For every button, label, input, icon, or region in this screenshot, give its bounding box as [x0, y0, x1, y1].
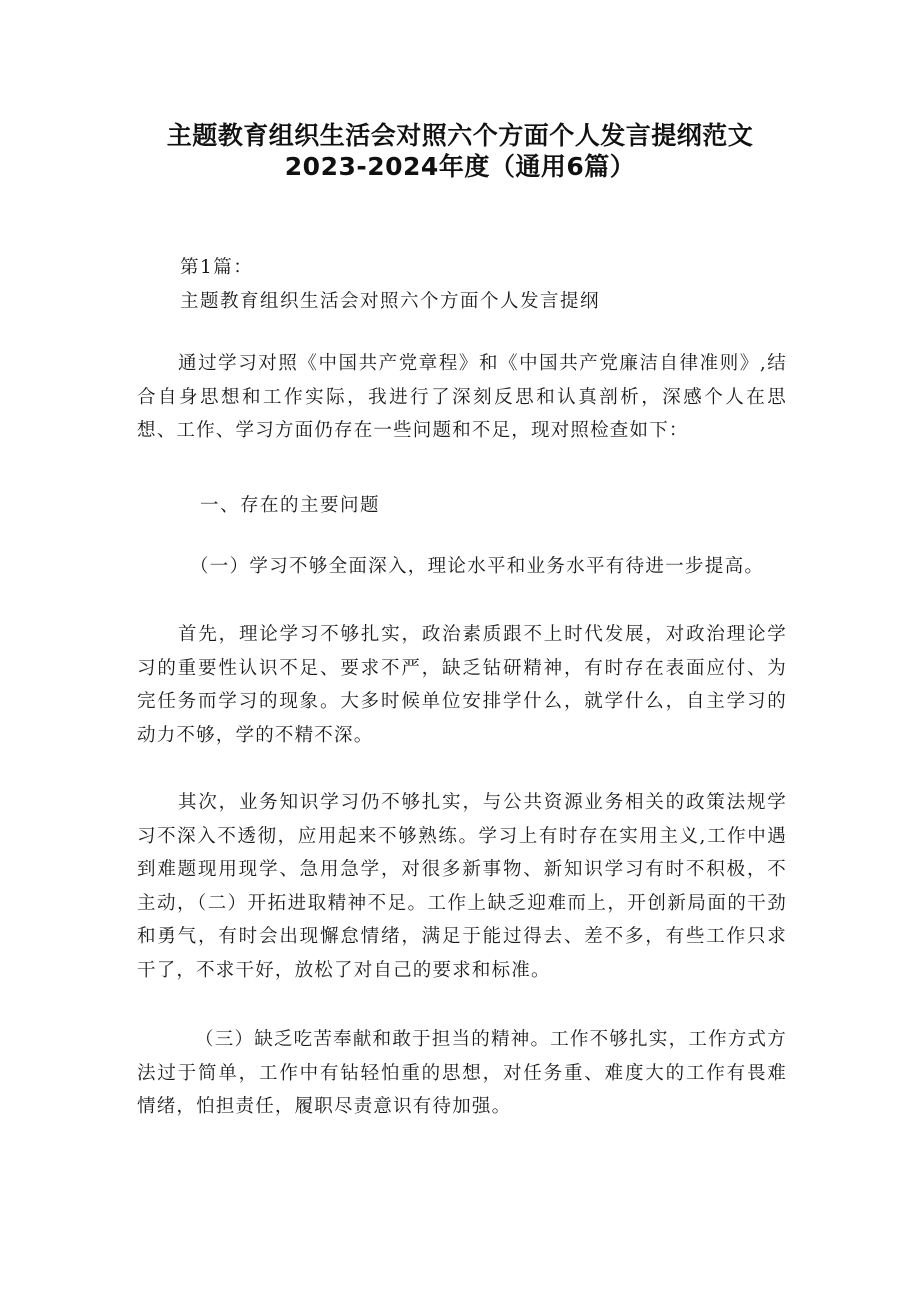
chapter-title: 主题教育组织生活会对照六个方面个人发言提纲: [180, 291, 601, 312]
subsection-heading: （一）学习不够全面深入，理论水平和业务水平有待进一步提高。: [190, 556, 765, 577]
paragraph-first: 首先，理论学习不够扎实，政治素质跟不上时代发展，对政治理论学习的重要性认识不足、要求不严，缺乏钻研精神，有时存在表面应付、为完任务而学习的现象。大多时候单位安排学什么，就学什么，自主学习的动力不够，学的不精不深。: [137, 624, 787, 746]
paragraph-third: （三）缺乏吃苦奉献和敢于担当的精神。工作不够扎实，工作方式方法过于简单，工作中有钻轻怕重的思想，对任务重、难度大的工作有畏难情绪，怕担责任，履职尽责意识有待加强。: [137, 1029, 787, 1117]
intro-paragraph: 通过学习对照《中国共产党章程》和《中国共产党廉洁自律准则》,结合自身思想和工作实际，我进行了深刻反思和认真剖析，深感个人在思想、工作、学习方面仍存在一些问题和不足，现对照检查如下：: [137, 353, 787, 441]
document-title-line2: 2023-2024年度（通用6篇）: [284, 152, 636, 181]
section-heading: 一、存在的主要问题: [200, 495, 381, 516]
chapter-label: 第1篇：: [180, 257, 254, 278]
paragraph-second: 其次，业务知识学习仍不够扎实，与公共资源业务相关的政策法规学习不深入不透彻，应用起来不够熟练。学习上有时存在实用主义,工作中遇到难题现用现学、急用急学，对很多新事物、新知识学习有时不积极，不主动，（二）开拓进取精神不足。工作上缺乏迎难而上，开创新局面的干劲和勇气，有时会出现懈怠情绪，满足于能过得去、差不多，有些工作只求干了，不求干好，放松了对自己的要求和标准。: [137, 792, 787, 981]
document-title-line1: 主题教育组织生活会对照六个方面个人发言提纲范文: [166, 121, 754, 150]
